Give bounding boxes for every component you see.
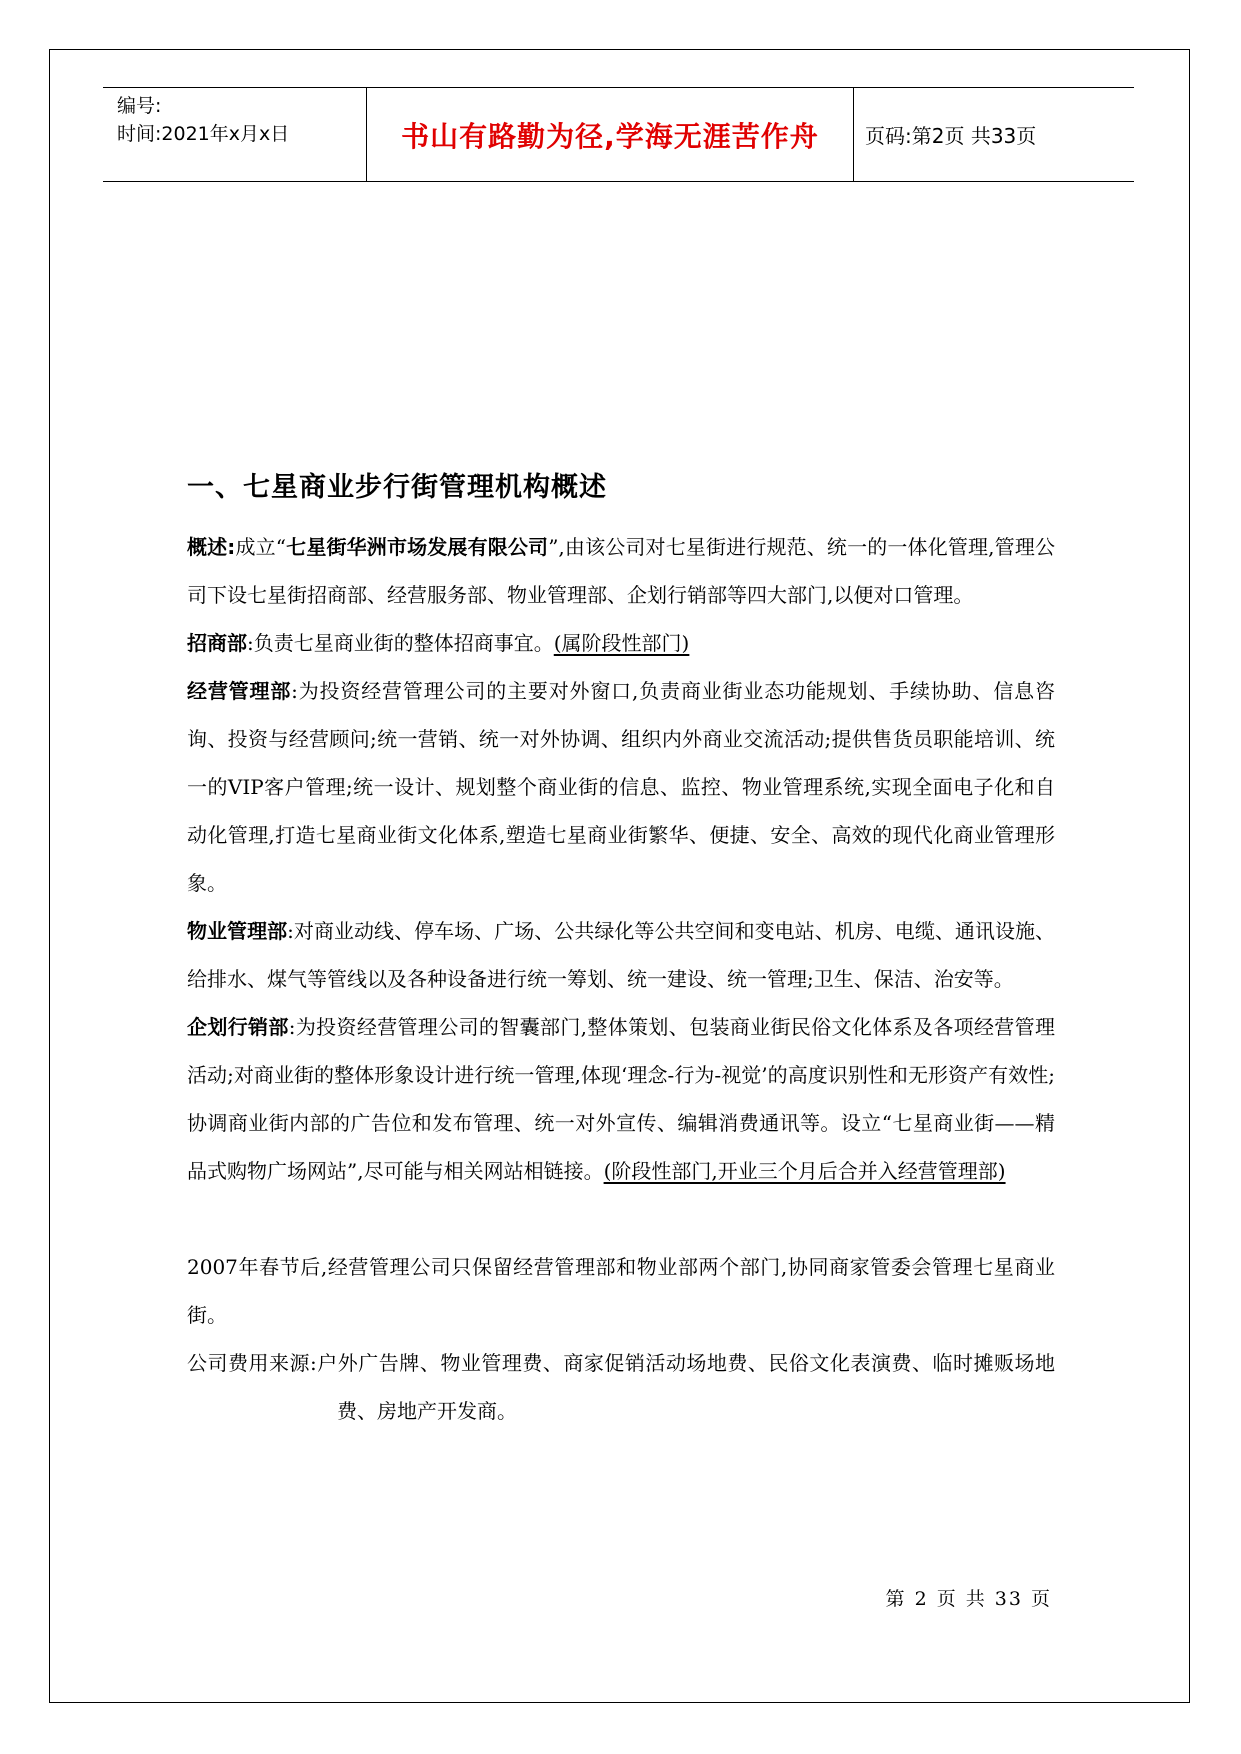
overview-text-a: 成立“ (235, 535, 287, 559)
recruit-text: :负责七星商业街的整体招商事宜。 (247, 631, 554, 655)
recruit-label: 招商部 (187, 631, 247, 655)
marketing-paragraph (187, 1003, 1055, 1195)
company-name: 七星街华洲市场发展有限公司 (286, 535, 549, 559)
recruit-paragraph (187, 619, 1055, 667)
marketing-label: 企划行销部 (187, 1015, 289, 1039)
property-label: 物业管理部 (187, 919, 288, 943)
header-meta (117, 92, 289, 148)
recruit-note: (属阶段性部门) (553, 631, 690, 655)
revenue-label: 公司费用来源: (187, 1351, 317, 1375)
header-page-number: 页码:第2页 共33页 (865, 124, 1037, 148)
page-header (103, 87, 1134, 182)
overview-label: 概述: (187, 535, 236, 559)
after-2007-paragraph: 2007年春节后,经营管理公司只保留经营管理部和物业部两个部门,协同商家管委会管理七星商业街。 (187, 1255, 1055, 1327)
ops-paragraph (187, 667, 1055, 907)
paragraph-gap (187, 1195, 1055, 1243)
overview-text-b: ”,由该公司对七星街进行规范、统一的一体化管理,管理公司下设七星街招商部、经营服务部、物业管理部、企划行销部等四大部门,以便对口管理。 (187, 535, 1055, 607)
revenue-text: 户外广告牌、物业管理费、商家促销活动场地费、民俗文化表演费、临时摊贩场地费、房地产开发商。 (316, 1351, 1055, 1423)
overview-paragraph (187, 523, 1055, 619)
header-number: 编号: (117, 95, 162, 117)
ops-label: 经营管理部 (187, 679, 292, 703)
property-paragraph (187, 907, 1055, 1003)
footer-page-number: 第 2 页 共 33 页 (885, 1588, 1052, 1610)
revenue-paragraph (187, 1339, 1055, 1435)
section-title: 一、七星商业步行街管理机构概述 (187, 472, 607, 503)
header-motto: 书山有路勤为径,学海无涯苦作舟 (401, 119, 819, 153)
header-time: 时间:2021年x月x日 (117, 123, 290, 145)
property-text: :对商业动线、停车场、广场、公共绿化等公共空间和变电站、机房、电缆、通讯设施、给排水、煤气等管线以及各种设备进行统一筹划、统一建设、统一管理;卫生、保洁、治安等。 (187, 919, 1055, 991)
header-divider (853, 88, 854, 181)
ops-text: :为投资经营管理公司的主要对外窗口,负责商业街业态功能规划、手续协助、信息咨询、投资与经营顾问;统一营销、统一对外协调、组织内外商业交流活动;提供售货员职能培训、统一的VIP客户管理;统一设计、规划整个商业街的信息、监控、物业管理系统,实现全面电子化和自动化管理,打造七星商业街文化体系,塑造七星商业街繁华、便捷、安全、高效的现代化商业管理形象。 (187, 679, 1055, 895)
marketing-text: :为投资经营管理公司的智囊部门,整体策划、包装商业街民俗文化体系及各项经营管理活动;对商业街的整体形象设计进行统一管理,体现‘理念-行为-视觉’的高度识别性和无形资产有效性;协调商业街内部的广告位和发布管理、统一对外宣传、编辑消费通讯等。设立“七星商业街——精品式购物广场网站”,尽可能与相关网站相链接。 (187, 1015, 1055, 1183)
document-body (187, 465, 1055, 1435)
marketing-note: (阶段性部门,开业三个月后合并入经营管理部) (603, 1159, 1006, 1183)
